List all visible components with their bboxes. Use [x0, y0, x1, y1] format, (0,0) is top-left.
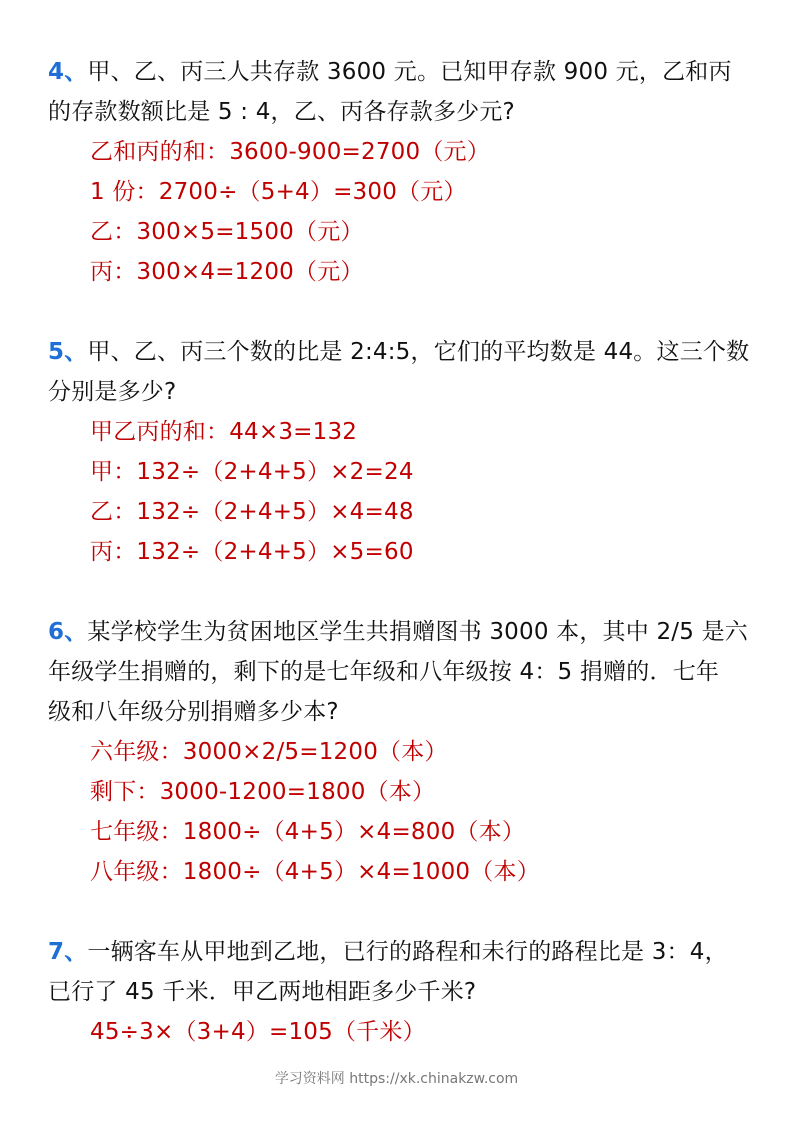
answer-line: 六年级：3000×2/5=1200（本）	[90, 739, 448, 765]
answer-line: 1 份：2700÷（5+4）=300（元）	[90, 179, 467, 205]
problem-number: 5、	[48, 339, 88, 365]
problem-4	[48, 52, 753, 292]
problem-number: 4、	[48, 59, 88, 85]
question-text: 级和八年级分别捐赠多少本?	[48, 699, 339, 725]
answer-line: 七年级：1800÷（4+5）×4=800（本）	[90, 819, 526, 845]
question-text: 已行了 45 千米．甲乙两地相距多少千米?	[48, 979, 477, 1005]
answer-line: 乙和丙的和：3600-900=2700（元）	[90, 139, 490, 165]
problem-7	[48, 932, 753, 1052]
footer-source: 学习资料网 https://xk.chinakzw.com	[274, 1071, 519, 1087]
question-line	[48, 932, 753, 972]
question-text: 甲、乙、丙三人共存款 3600 元。已知甲存款 900 元，乙和丙	[87, 59, 732, 85]
problem-5	[48, 332, 753, 572]
question-line	[48, 692, 753, 732]
answer-line: 甲乙丙的和：44×3=132	[90, 419, 358, 445]
answer-line: 剩下：3000-1200=1800（本）	[90, 779, 436, 805]
answer-line: 丙：132÷（2+4+5）×5=60	[90, 539, 414, 565]
question-line	[48, 52, 753, 92]
question-line	[48, 92, 753, 132]
question-line	[48, 652, 753, 692]
question-line	[48, 612, 753, 652]
question-text: 某学校学生为贫困地区学生共捐赠图书 3000 本，其中 2/5 是六	[87, 619, 748, 645]
question-line	[48, 332, 753, 372]
question-text: 甲、乙、丙三个数的比是 2:4:5，它们的平均数是 44。这三个数	[87, 339, 750, 365]
problem-number: 7、	[48, 939, 88, 965]
question-line	[48, 372, 753, 412]
answer-line: 45÷3×（3+4）=105（千米）	[90, 1019, 426, 1045]
question-line	[48, 972, 753, 1012]
answer-line: 乙：132÷（2+4+5）×4=48	[90, 499, 414, 525]
answer-line: 甲：132÷（2+4+5）×2=24	[90, 459, 414, 485]
answer-line: 八年级：1800÷（4+5）×4=1000（本）	[90, 859, 540, 885]
question-text: 的存款数额比是 5 : 4，乙、丙各存款多少元?	[48, 99, 515, 125]
problem-6	[48, 612, 753, 892]
question-text: 分别是多少?	[48, 379, 177, 405]
problem-number: 6、	[48, 619, 88, 645]
question-text: 一辆客车从甲地到乙地，已行的路程和未行的路程比是 3：4，	[87, 939, 728, 965]
answer-line: 丙：300×4=1200（元）	[90, 259, 364, 285]
question-text: 年级学生捐赠的，剩下的是七年级和八年级按 4：5 捐赠的．七年	[48, 659, 720, 685]
answer-line: 乙：300×5=1500（元）	[90, 219, 364, 245]
